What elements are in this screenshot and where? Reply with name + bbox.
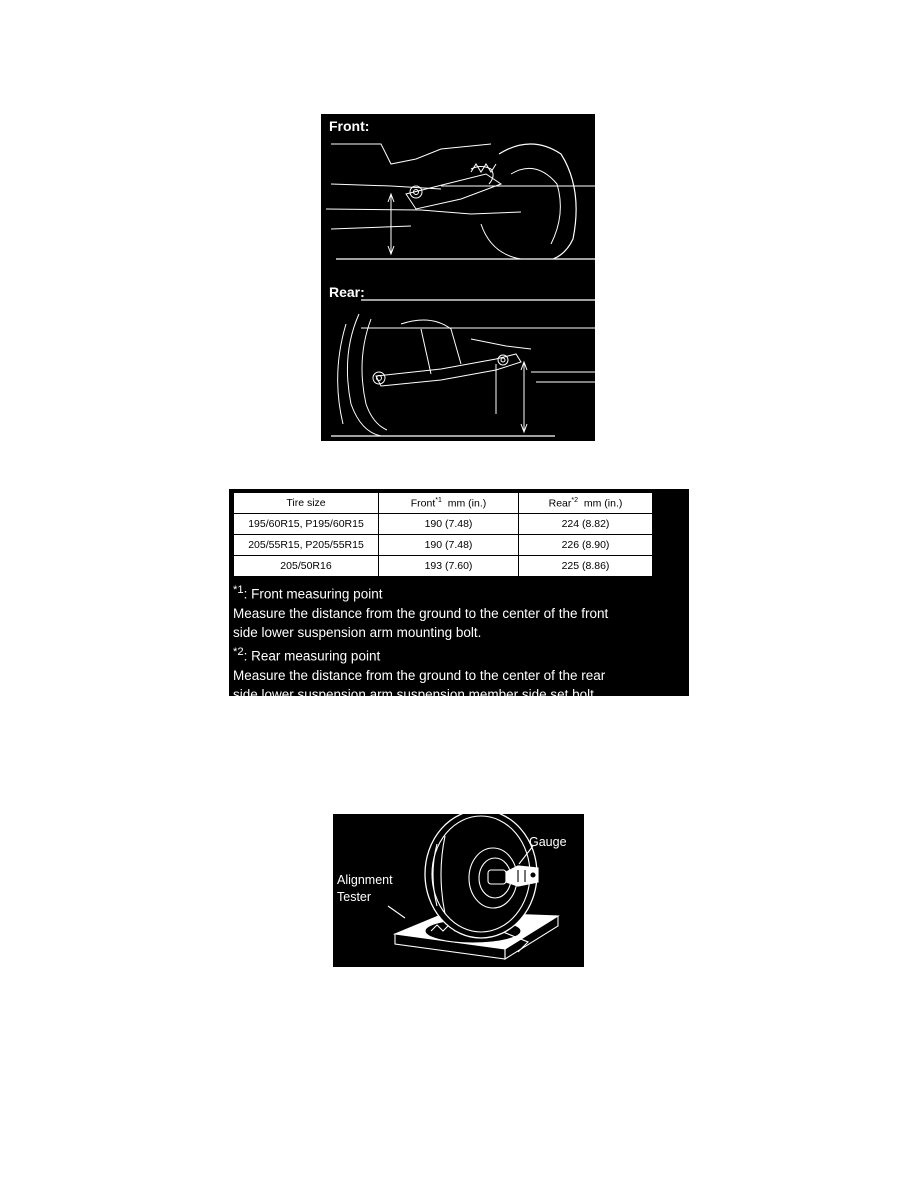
table-row xyxy=(234,535,653,556)
rear-note-title xyxy=(233,643,683,666)
alignment-tester-label-line1: Alignment xyxy=(337,873,393,887)
tire-size-cell: 195/60R15, P195/60R15 xyxy=(234,514,379,535)
front-height-cell: 190 (7.48) xyxy=(379,535,519,556)
rear-suspension-drawing xyxy=(331,300,595,436)
header-front-mark: *1 xyxy=(435,496,442,504)
header-rear-mark: *2 xyxy=(571,496,579,504)
front-note-mark: *1 xyxy=(233,584,244,596)
front-label: Front: xyxy=(329,118,370,134)
rear-note-line: side lower suspension arm suspension member side set bolt. xyxy=(233,687,598,703)
front-note-line: side lower suspension arm mounting bolt. xyxy=(233,625,482,641)
front-note-line: Measure the distance from the ground to the center of the front xyxy=(233,605,609,621)
rear-note-mark: *2 xyxy=(233,645,244,658)
front-height-cell: 193 (7.60) xyxy=(379,556,519,577)
rear-note-line: Measure the distance from the ground to the center of the rear xyxy=(233,667,606,683)
alignment-tester-label-line2: Tester xyxy=(337,890,372,904)
suspension-height-figure xyxy=(321,114,595,441)
vehicle-height-spec-panel xyxy=(229,489,689,703)
header-rear-unit: mm (in.) xyxy=(583,497,623,510)
rear-height-cell: 225 (8.86) xyxy=(519,556,653,577)
table-header-row xyxy=(234,493,653,514)
header-front-label: Front xyxy=(410,497,436,510)
gauge-label: Gauge xyxy=(529,835,567,849)
rear-note-title-text: : Rear measuring point xyxy=(243,648,381,664)
front-note-title-text: : Front measuring point xyxy=(243,586,383,602)
header-front-unit: mm (in.) xyxy=(447,497,487,510)
measuring-point-notes xyxy=(233,581,683,704)
header-rear xyxy=(519,493,653,514)
vehicle-height-table xyxy=(233,492,653,577)
header-tire-size: Tire size xyxy=(234,493,379,514)
rear-height-cell: 224 (8.82) xyxy=(519,514,653,535)
suspension-line-art xyxy=(321,114,595,441)
rear-height-cell: 226 (8.90) xyxy=(519,535,653,556)
header-rear-label: Rear xyxy=(548,497,572,510)
front-note-title xyxy=(233,581,683,604)
front-height-cell: 190 (7.48) xyxy=(379,514,519,535)
alignment-tester-figure xyxy=(333,814,584,967)
front-suspension-drawing xyxy=(326,144,595,259)
tire-size-cell: 205/55R15, P205/55R15 xyxy=(234,535,379,556)
table-row xyxy=(234,556,653,577)
header-front xyxy=(379,493,519,514)
table-row xyxy=(234,514,653,535)
tire-size-cell: 205/50R16 xyxy=(234,556,379,577)
rear-label: Rear: xyxy=(329,284,365,300)
